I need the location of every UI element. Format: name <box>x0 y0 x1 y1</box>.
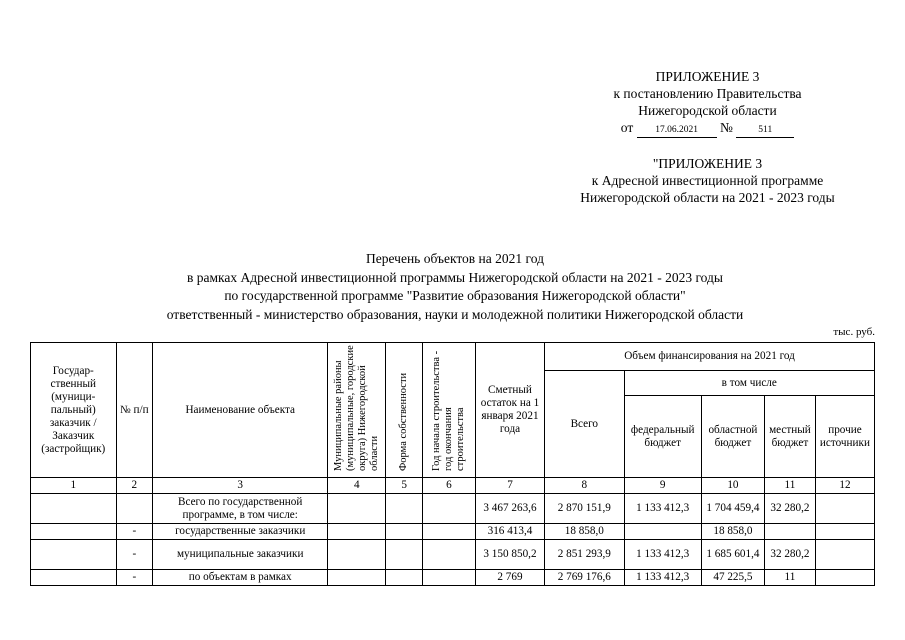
cell-name: муниципальные заказчики <box>153 540 328 570</box>
cell-customer <box>31 494 117 524</box>
header-including: в том числе <box>624 371 875 396</box>
appendix-title: "ПРИЛОЖЕНИЕ 3 <box>652 156 763 171</box>
header-ownership: Форма собственности <box>398 372 410 471</box>
cell-customer <box>31 524 117 540</box>
cell-balance: 3 467 263,6 <box>475 494 544 524</box>
cell-federal: 1 133 412,3 <box>624 570 701 586</box>
appendix-header <box>520 68 895 138</box>
table-row <box>31 540 875 570</box>
cell-ownership <box>386 570 423 586</box>
objects-table <box>30 342 875 586</box>
appendix-title: ПРИЛОЖЕНИЕ 3 <box>655 69 760 84</box>
cell-balance: 3 150 850,2 <box>475 540 544 570</box>
header-local: местный бюджет <box>764 396 815 478</box>
header-other: прочие источники <box>815 396 874 478</box>
appendix-line: к Адресной инвестиционной программе <box>591 173 824 188</box>
title-line: по государственной программе "Развитие образования Нижегородской области" <box>224 288 686 303</box>
cell-num: - <box>116 524 153 540</box>
number-label: № <box>719 120 733 135</box>
cell-municipality <box>328 524 386 540</box>
header-municipality-cell <box>328 343 386 478</box>
cell-local <box>764 524 815 540</box>
header-federal: федеральный бюджет <box>624 396 701 478</box>
cell-federal <box>624 524 701 540</box>
resolution-date: 17.06.2021 <box>637 124 717 138</box>
appendix-line: Нижегородской области на 2021 - 2023 годы <box>580 190 835 205</box>
header-object-name: Наименование объекта <box>153 343 328 478</box>
cell-balance: 2 769 <box>475 570 544 586</box>
cell-other <box>815 524 874 540</box>
cell-name: по объектам в рамках <box>153 570 328 586</box>
cell-years <box>422 494 475 524</box>
cell-municipality <box>328 540 386 570</box>
cell-other <box>815 570 874 586</box>
column-number-row <box>31 478 875 494</box>
header-regional: областной бюджет <box>701 396 764 478</box>
document-title <box>60 250 850 324</box>
col-number: 11 <box>764 478 815 494</box>
cell-num: - <box>116 570 153 586</box>
cell-regional: 18 858,0 <box>701 524 764 540</box>
header-balance: Сметный остаток на 1 января 2021 года <box>475 343 544 478</box>
cell-name: Всего по государственной программе, в том числе: <box>153 494 328 524</box>
cell-ownership <box>386 540 423 570</box>
title-line: в рамках Адресной инвестиционной программы Нижегородской области на 2021 - 2023 годы <box>187 269 723 285</box>
cell-balance: 316 413,4 <box>475 524 544 540</box>
header-ownership-cell <box>386 343 423 478</box>
cell-federal: 1 133 412,3 <box>624 494 701 524</box>
program-appendix-header <box>520 155 895 206</box>
cell-municipality <box>328 570 386 586</box>
col-number: 7 <box>475 478 544 494</box>
cell-total: 18 858,0 <box>545 524 624 540</box>
title-line: Перечень объектов на 2021 год <box>366 251 544 266</box>
cell-regional: 1 685 601,4 <box>701 540 764 570</box>
table-row <box>31 494 875 524</box>
cell-other <box>815 540 874 570</box>
cell-regional: 1 704 459,4 <box>701 494 764 524</box>
appendix-date-line <box>520 119 895 138</box>
col-number: 8 <box>545 478 624 494</box>
col-number: 3 <box>153 478 328 494</box>
header-municipality: Муниципальные районы (муниципальные, городские округа) Нижегородской области <box>332 345 380 471</box>
cell-federal: 1 133 412,3 <box>624 540 701 570</box>
col-number: 10 <box>701 478 764 494</box>
cell-customer <box>31 570 117 586</box>
appendix-line: Нижегородской области <box>638 103 777 118</box>
cell-ownership <box>386 494 423 524</box>
cell-ownership <box>386 524 423 540</box>
cell-years <box>422 524 475 540</box>
header-num: № п/п <box>116 343 153 478</box>
appendix-line: к постановлению Правительства <box>613 86 802 101</box>
col-number: 5 <box>386 478 423 494</box>
resolution-number: 511 <box>736 124 794 138</box>
header-years: Год начала строительства - год окончания строительства <box>430 350 466 471</box>
title-line: ответственный - министерство образования, науки и молодежной политики Нижегородской области <box>166 306 744 322</box>
units-label: тыс. руб. <box>833 326 875 338</box>
cell-num: - <box>116 540 153 570</box>
col-number: 9 <box>624 478 701 494</box>
table-row <box>31 524 875 540</box>
table-row <box>31 570 875 586</box>
col-number: 12 <box>815 478 874 494</box>
cell-years <box>422 540 475 570</box>
from-label: от <box>620 120 634 135</box>
cell-local: 11 <box>764 570 815 586</box>
cell-regional: 47 225,5 <box>701 570 764 586</box>
cell-local: 32 280,2 <box>764 494 815 524</box>
cell-num <box>116 494 153 524</box>
cell-total: 2 851 293,9 <box>545 540 624 570</box>
cell-municipality <box>328 494 386 524</box>
cell-customer <box>31 540 117 570</box>
col-number: 4 <box>328 478 386 494</box>
cell-other <box>815 494 874 524</box>
cell-local: 32 280,2 <box>764 540 815 570</box>
col-number: 2 <box>116 478 153 494</box>
cell-total: 2 769 176,6 <box>545 570 624 586</box>
cell-name: государственные заказчики <box>153 524 328 540</box>
cell-total: 2 870 151,9 <box>545 494 624 524</box>
header-total: Всего <box>545 371 624 478</box>
header-years-cell <box>422 343 475 478</box>
header-funding: Объем финансирования на 2021 год <box>545 343 875 371</box>
cell-years <box>422 570 475 586</box>
col-number: 1 <box>31 478 117 494</box>
header-customer: Государственный (муниципальный) заказчик / Заказчик (застройщик) <box>31 343 117 478</box>
col-number: 6 <box>422 478 475 494</box>
